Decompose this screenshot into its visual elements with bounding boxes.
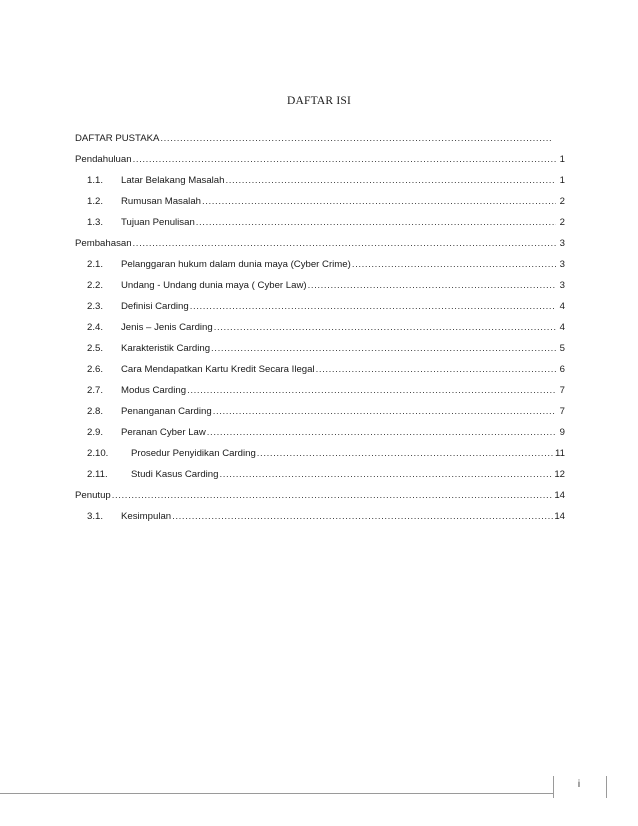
toc-entry-2-4[interactable] [75,317,565,338]
page-title: DAFTAR ISI [286,95,351,107]
toc-dot-leader [196,212,556,233]
toc-entry-2-5[interactable] [75,338,565,359]
toc-entry-label: Definisi Carding [121,301,189,312]
toc-entry-number: 3.1. [87,511,104,522]
toc-entry-2-11[interactable] [75,464,565,485]
toc-entry-number: 2.8. [87,406,104,417]
toc-entry-label: Jenis – Jenis Carding [121,322,213,333]
toc-entry-penutup[interactable] [75,485,565,506]
toc-entry-page: 4 [559,322,565,333]
toc-entry-label: Undang - Undang dunia maya ( Cyber Law) [121,280,307,291]
toc-entry-number: 2.4. [87,322,104,333]
toc-entry-page: 12 [554,469,565,480]
footer-divider [0,793,598,794]
toc-entry-page: 1 [559,154,565,165]
toc-entry-number: 1.3. [87,217,104,228]
toc-entry-label: Pelanggaran hukum dalam dunia maya (Cyber Crime) [121,259,351,270]
toc-entry-label: Tujuan Penulisan [121,217,195,228]
toc-dot-leader [112,485,554,506]
toc-entry-1-3[interactable] [75,212,565,233]
toc-entry-page: 14 [554,511,565,522]
toc-entry-number: 1.1. [87,175,104,186]
toc-entry-2-8[interactable] [75,401,565,422]
toc-entry-label: Penanganan Carding [121,406,212,417]
toc-dot-leader [214,317,556,338]
toc-entry-number: 2.11. [87,469,108,480]
toc-entry-label: Modus Carding [121,385,187,396]
toc-entry-label: Cara Mendapatkan Kartu Kredit Secara Ilegal [121,364,315,375]
toc-entry-pendahuluan[interactable] [75,149,565,170]
toc-entry-label: Karakteristik Carding [121,343,211,354]
toc-entry-number: 2.6. [87,364,104,375]
toc-entry-page: 3 [559,259,565,270]
toc-entry-page: 1 [559,175,565,186]
toc-dot-leader [257,443,554,464]
toc-entry-2-9[interactable] [75,422,565,443]
toc-entry-number: 1.2. [87,196,104,207]
toc-entry-page: 4 [559,301,565,312]
toc-entry-2-3[interactable] [75,296,565,317]
toc-entry-page: 2 [559,217,565,228]
toc-entry-label: Latar Belakang Masalah [121,175,225,186]
toc-entry-label: Pendahuluan [75,154,132,165]
toc-entry-label: Peranan Cyber Law [121,427,206,438]
toc-entry-number: 2.10. [87,448,109,459]
toc-entry-page: 11 [555,448,565,459]
toc-dot-leader [207,422,556,443]
table-of-contents [75,128,565,527]
toc-entry-2-6[interactable] [75,359,565,380]
toc-entry-label: Penutup [75,490,111,501]
toc-dot-leader [316,359,556,380]
toc-entry-page: 7 [559,385,565,396]
toc-dot-leader [190,296,556,317]
toc-entry-page: 6 [559,364,565,375]
toc-entry-page: 2 [559,196,565,207]
toc-dot-leader [133,149,556,170]
toc-entry-2-1[interactable] [75,254,565,275]
toc-entry-page: 5 [559,343,565,354]
toc-dot-leader [187,380,556,401]
toc-dot-leader [225,170,556,191]
toc-entry-number: 2.3. [87,301,104,312]
toc-dot-leader [219,464,553,485]
toc-entry-label: DAFTAR PUSTAKA [75,133,160,144]
toc-entry-daftar-pustaka[interactable] [75,128,561,149]
toc-entry-pembahasan[interactable] [75,233,565,254]
toc-entry-2-10[interactable] [75,443,565,464]
toc-dot-leader [172,506,553,527]
toc-entry-number: 2.2. [87,280,104,291]
toc-entry-label: Kesimpulan [121,511,172,522]
toc-entry-label: Studi Kasus Carding [131,469,219,480]
toc-entry-page: 3 [559,238,565,249]
toc-entry-page: 7 [559,406,565,417]
toc-entry-number: 2.9. [87,427,104,438]
toc-entry-label: Prosedur Penyidikan Carding [131,448,256,459]
toc-entry-number: 2.5. [87,343,104,354]
toc-entry-page: 9 [559,427,565,438]
toc-entry-2-7[interactable] [75,380,565,401]
toc-entry-number: 2.7. [87,385,104,396]
toc-entry-page: 3 [559,280,565,291]
toc-dot-leader [160,128,552,149]
toc-entry-3-1[interactable] [75,506,565,527]
page-number: i [577,779,581,790]
toc-dot-leader [213,401,556,422]
toc-entry-label: Rumusan Masalah [121,196,201,207]
toc-entry-2-2[interactable] [75,275,565,296]
toc-entry-page: 14 [554,490,565,501]
toc-entry-1-1[interactable] [75,170,565,191]
toc-dot-leader [202,191,556,212]
toc-dot-leader [211,338,556,359]
toc-dot-leader [352,254,556,275]
toc-dot-leader [308,275,556,296]
toc-dot-leader [133,233,556,254]
toc-entry-number: 2.1. [87,259,104,270]
toc-entry-label: Pembahasan [75,238,132,249]
toc-entry-1-2[interactable] [75,191,565,212]
